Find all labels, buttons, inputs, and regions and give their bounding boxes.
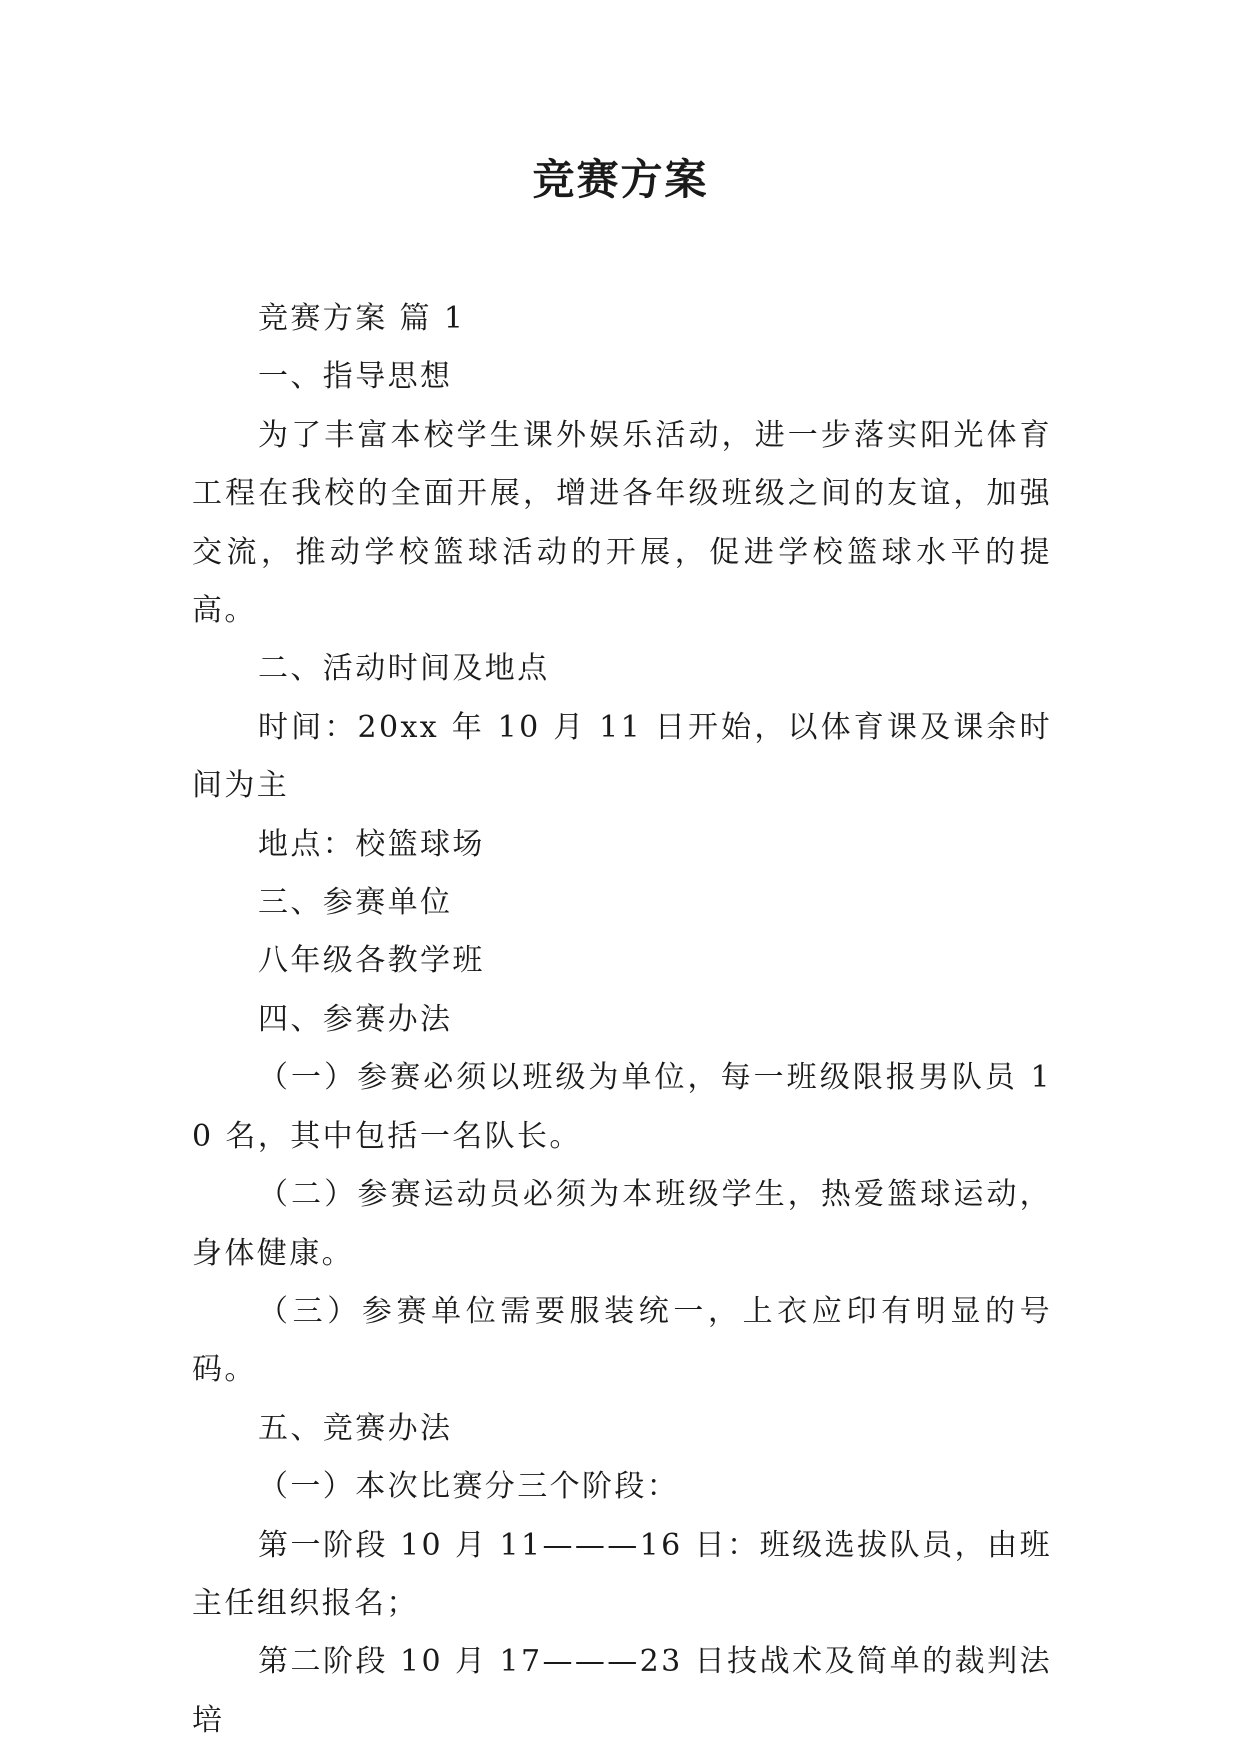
paragraph-place: 地点：校篮球场 xyxy=(258,826,485,862)
paragraph-heading-entry-rules: 四、参赛办法 xyxy=(258,1001,453,1037)
paragraph-heading-guiding-ideology: 一、指导思想 xyxy=(258,359,453,395)
paragraph-participants: 八年级各教学班 xyxy=(258,943,485,979)
paragraph-stage-2: 第二阶段 10 月 17———23 日技战术及简单的裁判法培 xyxy=(192,1644,1052,1738)
paragraph-competition-rule-1: （一）本次比赛分三个阶段： xyxy=(258,1469,680,1505)
paragraph-stage-1: 第一阶段 10 月 11———16 日：班级选拔队员，由班主任组织报名； xyxy=(192,1527,1052,1621)
paragraph-heading-competition-rules: 五、竞赛办法 xyxy=(258,1410,453,1446)
paragraph-entry-rule-3: （三）参赛单位需要服装统一，上衣应印有明显的号码。 xyxy=(192,1293,1052,1388)
paragraph-entry-rule-2: （二）参赛运动员必须为本班级学生，热爱篮球运动，身体健康。 xyxy=(192,1177,1052,1271)
paragraph-entry-rule-1: （一）参赛必须以班级为单位，每一班级限报男队员 10 名，其中包括一名队长。 xyxy=(192,1060,1052,1154)
document-title: 竞赛方案 xyxy=(532,155,709,204)
paragraph-heading-participants: 三、参赛单位 xyxy=(258,885,453,921)
paragraph-heading-time-place: 二、活动时间及地点 xyxy=(258,651,550,687)
document-body xyxy=(192,290,1052,1750)
paragraph-section-heading: 竞赛方案 篇 1 xyxy=(258,301,466,336)
paragraph-guiding-ideology: 为了丰富本校学生课外娱乐活动，进一步落实阳光体育工程在我校的全面开展，增进各年级班级之间的友谊，加强交流，推动学校篮球活动的开展，促进学校篮球水平的提高。 xyxy=(192,417,1052,629)
paragraph-time: 时间：20xx 年 10 月 11 日开始，以体育课及课余时间为主 xyxy=(192,709,1052,804)
